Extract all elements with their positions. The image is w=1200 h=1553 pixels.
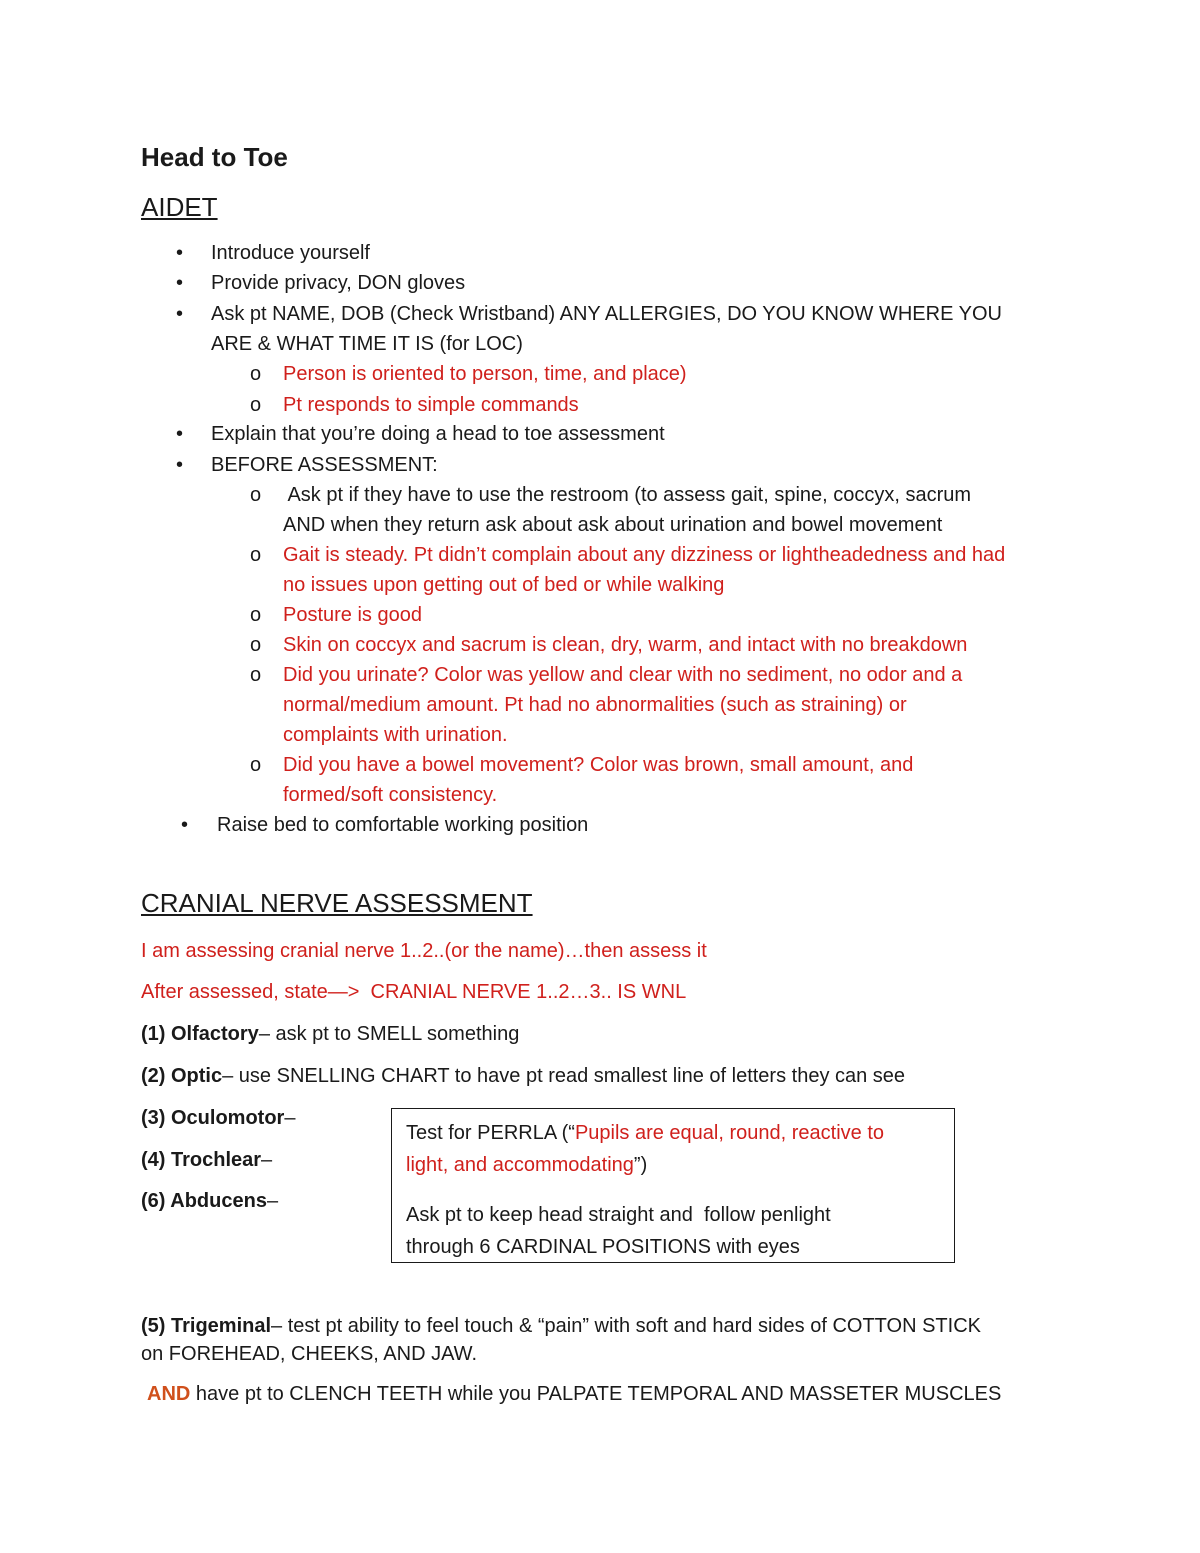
circle-bullet-icon: o <box>250 363 262 385</box>
sub-item: Did you urinate? Color was yellow and clear with no sediment, no odor and a <box>283 664 963 686</box>
list-item: Raise bed to comfortable working position <box>217 814 589 836</box>
nerve-label: (4) Trochlear <box>141 1149 262 1171</box>
nerve-label: (1) Olfactory <box>141 1023 259 1045</box>
circle-bullet-icon: o <box>250 754 262 776</box>
bullet-icon: • <box>176 303 184 325</box>
perrla-line-1 <box>406 1117 940 1149</box>
sub-item-continued: AND when they return ask about ask about urination and bowel movement <box>283 514 943 536</box>
perrla-red-text: Pupils are equal, round, reactive to <box>574 1122 885 1144</box>
perrla-line-2 <box>406 1149 940 1181</box>
list-item: Introduce yourself <box>211 242 370 264</box>
nerve-label: (6) Abducens <box>141 1190 267 1212</box>
cranial-intro: I am assessing cranial nerve 1..2..(or the name)…then assess it <box>141 940 707 962</box>
penlight-line-2: through 6 CARDINAL POSITIONS with eyes <box>406 1236 800 1258</box>
sub-item: Ask pt if they have to use the restroom (to assess gait, spine, coccyx, sacrum <box>283 484 972 506</box>
circle-bullet-icon: o <box>250 484 262 506</box>
list-item: Explain that you’re doing a head to toe assessment <box>211 423 665 445</box>
aidet-heading: AIDET <box>141 192 218 222</box>
circle-bullet-icon: o <box>250 544 262 566</box>
perrla-suffix: ”) <box>633 1154 648 1176</box>
sub-item: Pt responds to simple commands <box>283 394 579 416</box>
nerve-text: – use SNELLING CHART to have pt read smallest line of letters they can see <box>222 1065 906 1087</box>
sub-item: Posture is good <box>283 604 422 626</box>
nerve-text: – ask pt to SMELL something <box>258 1023 520 1045</box>
sub-item: Skin on coccyx and sacrum is clean, dry, warm, and intact with no breakdown <box>283 634 968 656</box>
trigeminal-continued: on FOREHEAD, CHEEKS, AND JAW. <box>141 1343 478 1365</box>
sub-item: Did you have a bowel movement? Color was brown, small amount, and <box>283 754 914 776</box>
circle-bullet-icon: o <box>250 634 262 656</box>
trigeminal-and-line <box>147 1379 1001 1409</box>
trigeminal-clench: have pt to CLENCH TEETH while you PALPATE TEMPORAL AND MASSETER MUSCLES <box>190 1383 1002 1405</box>
list-item: Provide privacy, DON gloves <box>211 272 466 294</box>
perrla-red-text: light, and accommodating <box>406 1154 634 1176</box>
nerve-label: (5) Trigeminal <box>141 1315 272 1337</box>
cranial-heading: CRANIAL NERVE ASSESSMENT <box>141 888 533 918</box>
circle-bullet-icon: o <box>250 664 262 686</box>
nerve-oculomotor <box>141 1103 295 1133</box>
nerve-trochlear <box>141 1145 272 1175</box>
circle-bullet-icon: o <box>250 604 262 626</box>
nerve-text: – <box>261 1149 273 1171</box>
and-label: AND <box>147 1383 191 1405</box>
cranial-state: After assessed, state—> CRANIAL NERVE 1..2…3.. IS WNL <box>141 981 687 1003</box>
nerve-abducens <box>141 1186 278 1216</box>
nerve-trigeminal <box>141 1311 981 1341</box>
nerve-optic <box>141 1061 905 1091</box>
circle-bullet-icon: o <box>250 394 262 416</box>
sub-item-continued: normal/medium amount. Pt had no abnormalities (such as straining) or <box>283 694 907 716</box>
bullet-icon: • <box>181 814 189 836</box>
perrla-box <box>391 1108 955 1263</box>
page-title: Head to Toe <box>141 142 288 172</box>
nerve-text: – <box>284 1107 296 1129</box>
nerve-label: (2) Optic <box>141 1065 223 1087</box>
perrla-prefix: Test for PERRLA (“ <box>406 1122 575 1144</box>
sub-item: Person is oriented to person, time, and place) <box>283 363 687 385</box>
bullet-icon: • <box>176 272 184 294</box>
list-item-continued: ARE & WHAT TIME IT IS (for LOC) <box>211 333 523 355</box>
list-item: Ask pt NAME, DOB (Check Wristband) ANY ALLERGIES, DO YOU KNOW WHERE YOU <box>211 303 1002 325</box>
sub-item-continued: complaints with urination. <box>283 724 508 746</box>
nerve-olfactory <box>141 1019 519 1049</box>
penlight-line-1: Ask pt to keep head straight and follow penlight <box>406 1204 831 1226</box>
nerve-label: (3) Oculomotor <box>141 1107 285 1129</box>
bullet-icon: • <box>176 454 184 476</box>
list-item: BEFORE ASSESSMENT: <box>211 454 438 476</box>
sub-item-continued: no issues upon getting out of bed or while walking <box>283 574 725 596</box>
nerve-text: – test pt ability to feel touch & “pain” with soft and hard sides of COTTON STICK <box>271 1315 981 1337</box>
bullet-icon: • <box>176 242 184 264</box>
sub-item: Gait is steady. Pt didn’t complain about any dizziness or lightheadedness and had <box>283 544 1006 566</box>
sub-item-continued: formed/soft consistency. <box>283 784 498 806</box>
bullet-icon: • <box>176 423 184 445</box>
nerve-text: – <box>266 1190 279 1212</box>
